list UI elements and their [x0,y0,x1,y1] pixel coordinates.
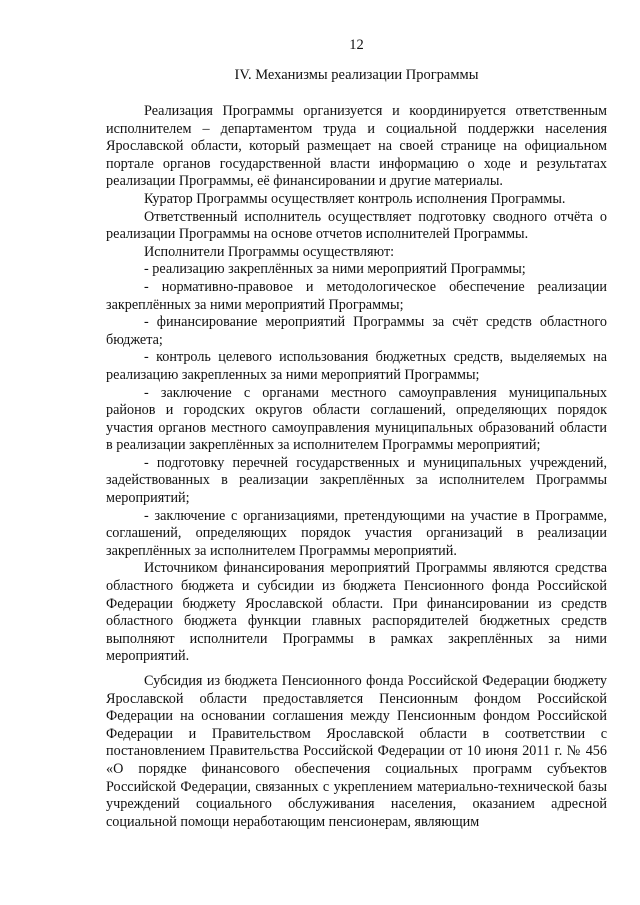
list-item: - подготовку перечней государственных и муниципальных учреждений, задействованных в реализации закреплённых за исполнителем Программы мероприятий; [106,454,607,507]
page-number: 12 [349,37,364,53]
list-item: - финансирование мероприятий Программы за счёт средств областного бюджета; [106,314,607,348]
paragraph-funding-sources: Источником финансирования мероприятий Программы являются средства областного бюджета и субсидии из бюджета Пенсионного фонда Российской Федерации бюджету Ярославской области. При финансировании из средств областного бюджета функции главных распорядителей бюджетных средств выполняют исполнители Программы в рамках закреплённых за ними мероприятий. [106,560,607,665]
paragraph-report: Ответственный исполнитель осуществляет подготовку сводного отчёта о реализации Программы на основе отчетов исполнителей Программы. [106,208,607,243]
paragraph-curator: Куратор Программы осуществляет контроль исполнения Программы. [144,190,566,207]
list-item: - реализацию закреплённых за ними мероприятий Программы; [144,261,526,278]
list-item: - заключение с организациями, претендующими на участие в Программе, соглашений, определяющих порядок участия организаций в реализации закреплённых за исполнителем Программы мероприятий. [106,507,607,559]
list-item: - нормативно-правовое и методологическое обеспечение реализации закреплённых за ними мероприятий Программы; [106,278,607,313]
body-text [106,103,607,831]
paragraph-implementation: Реализация Программы организуется и координируется ответственным исполнителем – департаментом труда и социальной поддержки населения Ярославской области, который размещает на своей странице на официальном портале органов государственной власти информацию о ходе и результатах реализации Программы, её финансировании и другие материалы. [106,103,607,190]
section-heading: IV. Механизмы реализации Программы [234,67,479,83]
list-item: - контроль целевого использования бюджетных средств, выделяемых на реализацию закрепленных за ними мероприятий Программы; [106,349,607,383]
list-item: - заключение с органами местного самоуправления муниципальных районов и городских округов области соглашений, определяющих порядок участия органов местного самоуправления муниципальных образований области в реализации закреплённых за исполнителем Программы мероприятий; [106,384,607,454]
paragraph-subsidy: Субсидия из бюджета Пенсионного фонда Российской Федерации бюджету Ярославской области предоставляется Пенсионным фондом Российской Федерации на основании соглашения между Пенсионным фондом Российской Федерации и Правительством Ярославской области в соответствии с постановлением Правительства Российской Федерации от 10 июня 2011 г. № 456 «О порядке финансового обеспечения социальных программ субъектов Российской Федерации, связанных с укреплением материально-технической базы учреждений социального обслуживания населения, оказанием адресной социальной помощи неработающим пенсионерам, являющим [106,673,607,830]
paragraph-executors-intro: Исполнители Программы осуществляют: [144,243,395,260]
